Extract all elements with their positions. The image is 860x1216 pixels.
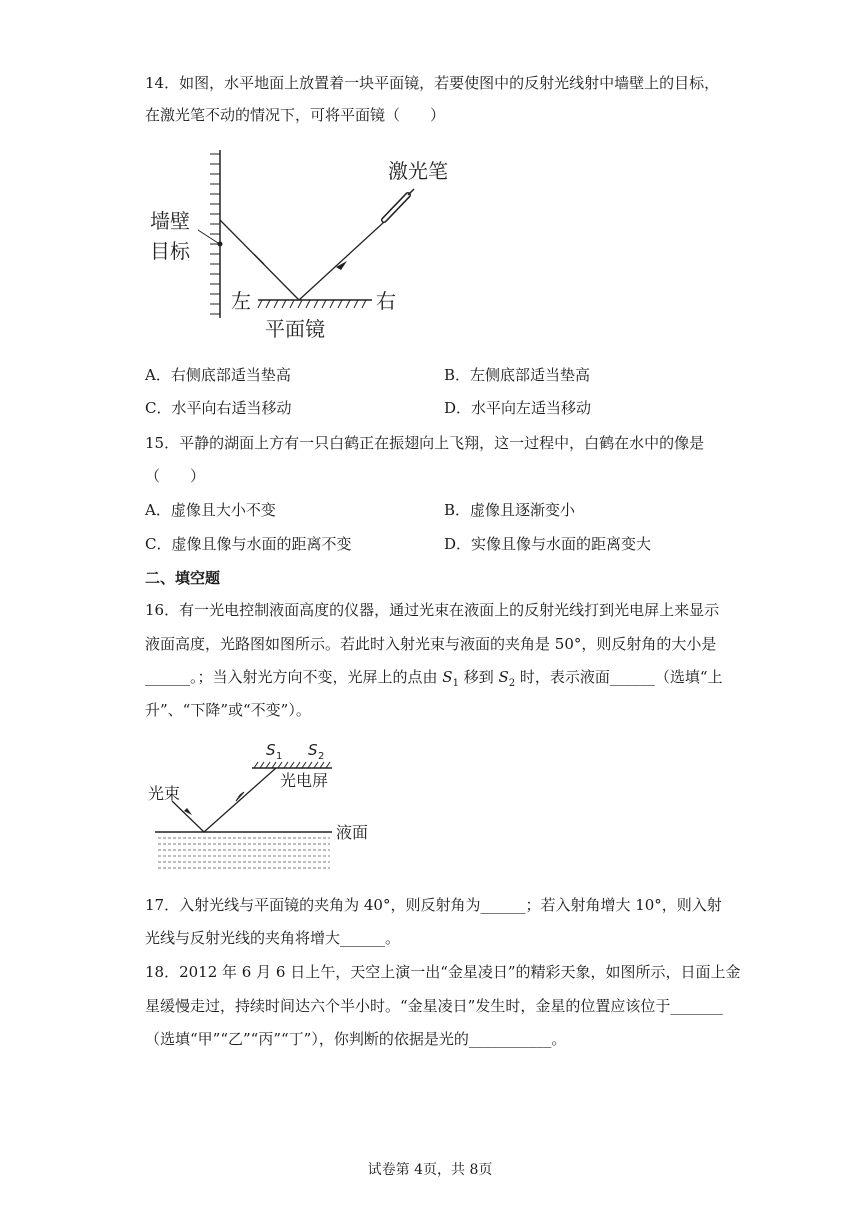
q16-line2: 液面高度，光路图如图所示。若此时入射光束与液面的夹角是 50°，则反射角的大小是 [145,635,717,653]
label-right: 右 [376,289,396,313]
incident-arrow [336,261,347,270]
label-mirror: 平面镜 [265,317,325,341]
label-liquid: 液面 [336,823,369,842]
page-footer: 试卷第 4页，共 8页 [367,1162,493,1178]
wall-hatching [210,154,220,314]
q16-line4: 升”、“下降”或“不变”）。 [145,701,311,719]
label-left: 左 [231,289,251,313]
reflected-beam [204,768,276,832]
label-s2: S [308,741,318,759]
q16-figure [140,735,380,875]
q18-line3: （选填“甲”“乙”“丙”“丁”），你判断的依据是光的___________。 [145,1030,567,1048]
q14-line2: 在激光笔不动的情况下，可将平面镜（ ） [145,106,446,124]
q14-line1: 14．如图，水平地面上放置着一块平面镜，若要使图中的反射光线射中墙壁上的目标， [145,74,720,92]
label-s2-sub: 2 [318,751,325,762]
target-dot [218,242,223,247]
q17-line2: 光线与反射光线的夹角将增大______。 [145,929,401,947]
liquid-pattern [158,838,330,868]
label-screen: 光电屏 [280,771,329,790]
mirror-hatching [258,300,366,308]
q17-line1: 17．入射光线与平面镜的夹角为 40°，则反射角为______；若入射角增大 10°，则入射 [145,896,722,914]
label-wall: 墙壁 [150,209,190,233]
label-beam: 光束 [148,784,181,803]
q16-s1: S [442,668,453,686]
q14-option-a: A．右侧底部适当垫高 [145,366,291,384]
q16-s2: S [498,668,509,686]
incident-ray [299,222,384,300]
q15-option-b: B．虚像且逐渐变小 [444,501,576,519]
laser-pen-tip [408,189,414,195]
incident-beam [172,801,204,832]
label-target: 目标 [150,239,190,263]
q16-line3a: ______。；当入射光方向不变，光屏上的点由 [145,668,443,686]
q18-line2: 星缓慢走过，持续时间达六个半小时。“金星凌日”发生时，金星的位置应该位于_______ [145,997,723,1015]
q14-option-d: D．水平向左适当移动 [444,399,592,417]
q16-s1-sub: 1 [452,678,459,689]
label-s1-sub: 1 [276,751,283,762]
q15-line2: （ ） [145,467,206,485]
q15-option-a: A．虚像且大小不变 [145,501,276,519]
q16-s2-sub: 2 [508,678,516,689]
q16-line3 [145,667,723,694]
q15-option-d: D．实像且像与水面的距离变大 [444,535,652,553]
q15-line1: 15．平静的湖面上方有一只白鹤正在振翅向上飞翔，这一过程中，白鹤在水中的像是 [145,434,705,452]
q14-figure [140,140,470,345]
q16-line3b: 移到 [458,668,499,686]
q14-option-b: B．左侧底部适当垫高 [444,366,591,384]
label-s1: S [266,741,276,759]
target-pointer [198,230,218,243]
q18-line1: 18．2012 年 6 月 6 日上午，天空上演一出“金星凌日”的精彩天象，如图所示，日面上金 [145,963,741,981]
q14-option-c: C．水平向右适当移动 [145,399,292,417]
section-heading: 二、填空题 [145,569,221,587]
q16-line1: 16．有一光电控制液面高度的仪器，通过光束在液面上的反射光线打到光电屏上来显示 [145,601,720,619]
reflected-arrow [254,254,264,264]
label-laser: 激光笔 [388,159,448,183]
q16-line3c: 时，表示液面______（选填“上 [515,668,723,686]
screen-hatching [254,762,330,768]
q15-option-c: C．虚像且像与水面的距离不变 [145,535,352,553]
